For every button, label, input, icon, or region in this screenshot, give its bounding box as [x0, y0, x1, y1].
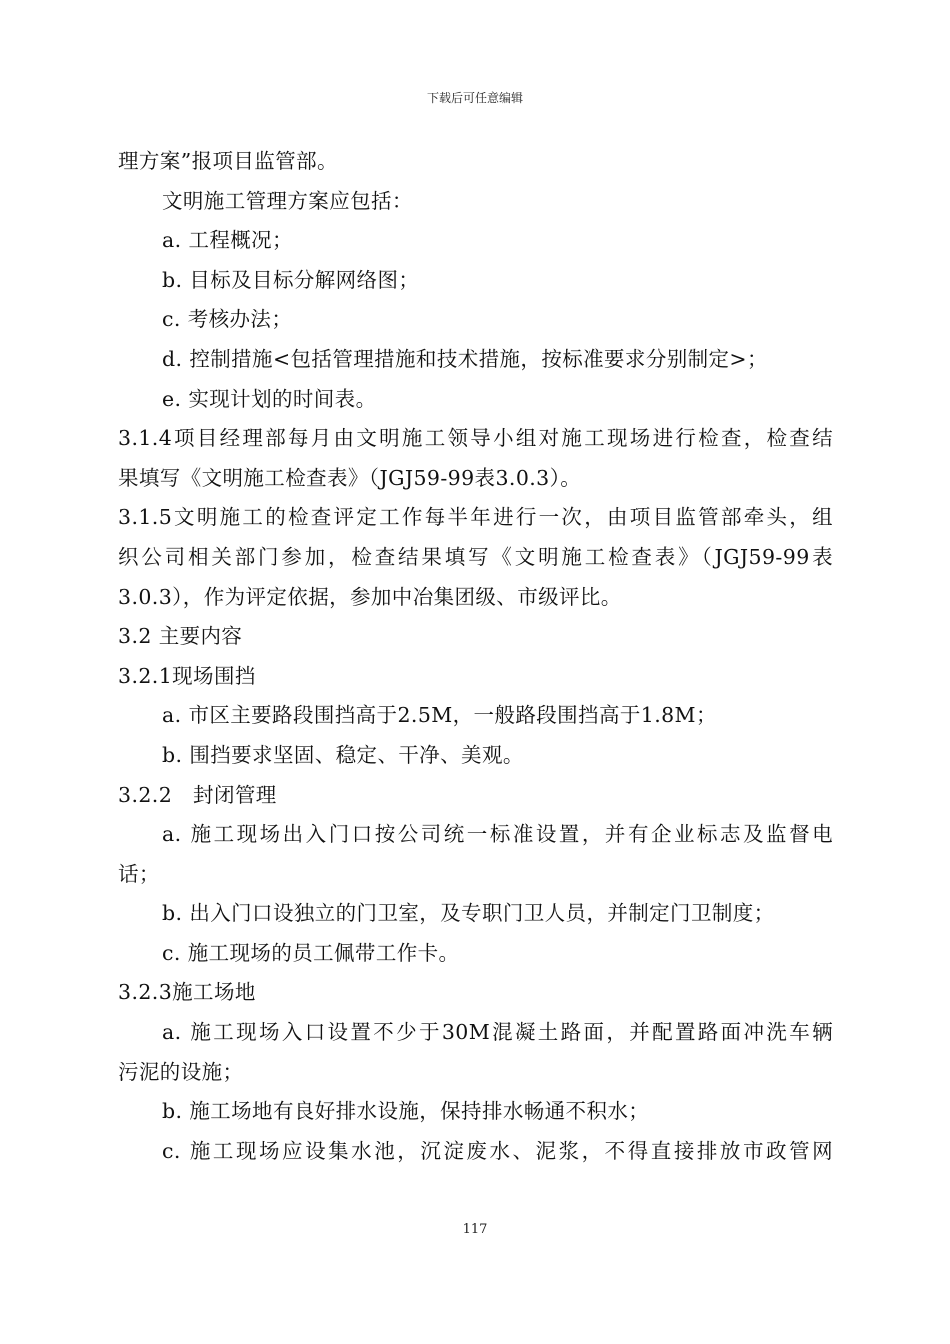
- text-line: 果填写《文明施工检查表》（JGJ59-99表3.0.3）。: [118, 465, 582, 490]
- page-header: 下载后可任意编辑: [426, 91, 523, 105]
- text-line: 织公司相关部门参加，检查结果填写《文明施工检查表》（JGJ59-99表: [118, 544, 833, 569]
- section-heading: 3.2.2 封闭管理: [118, 782, 277, 807]
- list-item: c. 施工现场应设集水池，沉淀废水、泥浆，不得直接排放市政管网: [162, 1138, 833, 1163]
- list-item: c. 考核办法；: [162, 307, 293, 332]
- text-line: 3.1.4项目经理部每月由文明施工领导小组对施工现场进行检查，检查结: [118, 426, 833, 451]
- list-item: b. 施工场地有良好排水设施，保持排水畅通不积水；: [162, 1099, 650, 1124]
- list-item: b. 围挡要求坚固、稳定、干净、美观。: [162, 742, 524, 767]
- text-line: 污泥的设施；: [118, 1059, 244, 1084]
- page-number: 117: [462, 1222, 488, 1237]
- text-line: 话；: [118, 861, 160, 886]
- list-item: a. 市区主要路段围挡高于2.5M，一般路段围挡高于1.8M；: [162, 703, 717, 728]
- document-body: [118, 142, 833, 1171]
- text-line: 3.1.5文明施工的检查评定工作每半年进行一次，由项目监管部牵头，组: [118, 505, 833, 530]
- list-item: a. 工程概况；: [162, 228, 293, 253]
- section-heading: 3.2.1现场围挡: [118, 663, 256, 688]
- text-line: 理方案”报项目监管部。: [118, 149, 338, 173]
- section-heading: 3.2 主要内容: [118, 624, 243, 649]
- list-item: a. 施工现场出入门口按公司统一标准设置，并有企业标志及监督电: [162, 822, 833, 847]
- list-item: e. 实现计划的时间表。: [162, 386, 377, 411]
- section-heading: 3.2.3施工场地: [118, 980, 256, 1005]
- list-item: d. 控制措施<包括管理措施和技术措施，按标准要求分别制定>；: [162, 346, 768, 371]
- list-item: c. 施工现场的员工佩带工作卡。: [162, 940, 460, 965]
- text-line: 文明施工管理方案应包括：: [162, 188, 413, 213]
- text-line: 3.0.3），作为评定依据，参加中冶集团级、市级评比。: [118, 584, 622, 609]
- list-item: a. 施工现场入口设置不少于30M混凝土路面，并配置路面冲洗车辆: [162, 1020, 833, 1045]
- list-item: b. 目标及目标分解网络图；: [162, 267, 420, 292]
- list-item: b. 出入门口设独立的门卫室，及专职门卫人员，并制定门卫制度；: [162, 901, 775, 926]
